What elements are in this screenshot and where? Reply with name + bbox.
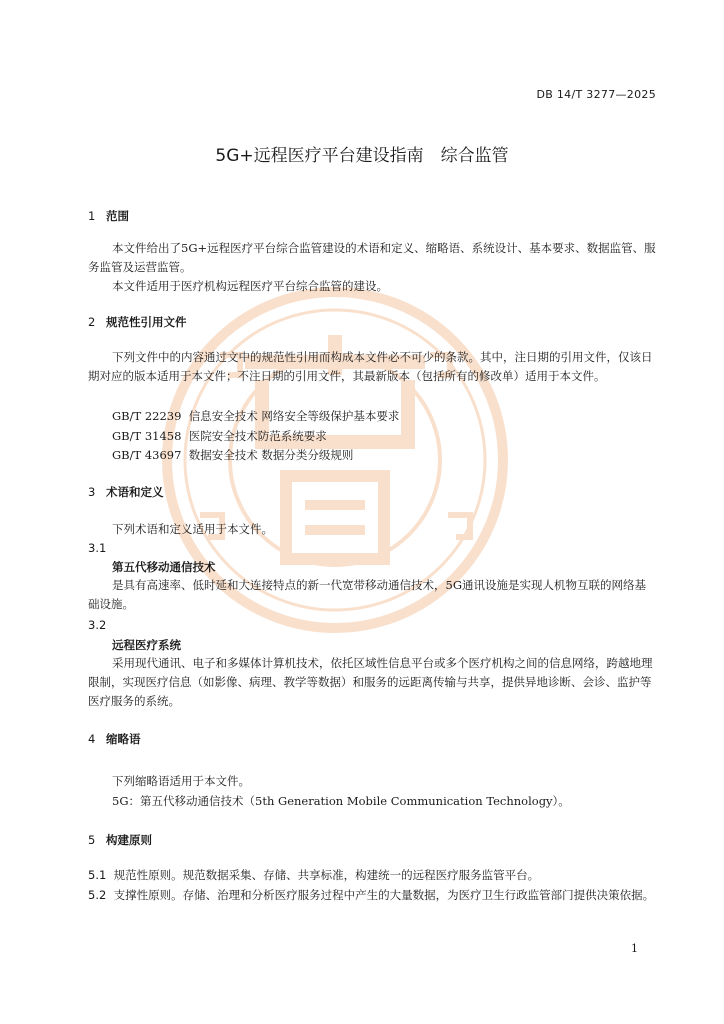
- section-number: 3: [88, 485, 96, 499]
- section-title: 范围: [106, 209, 129, 223]
- reference-item: GB/T 43697 数据安全技术 数据分类分级规则: [112, 448, 354, 462]
- section-title: 构建原则: [106, 833, 152, 847]
- section-4-paragraph-2: 5G：第五代移动通信技术（5th Generation Mobile Communication Technology）。: [112, 794, 570, 808]
- section-1-paragraph-1: 本文件给出了5G+远程医疗平台综合监管建设的术语和定义、缩略语、系统设计、基本要求、数据监管、服务监管及运营监管。: [88, 241, 656, 274]
- section-number: 4: [88, 732, 96, 746]
- reference-item: GB/T 31458 医院安全技术防范系统要求: [112, 429, 327, 443]
- reference-item: GB/T 22239 信息安全技术 网络安全等级保护基本要求: [112, 409, 400, 423]
- section-4-paragraph-1: 下列缩略语适用于本文件。: [112, 774, 250, 788]
- section-1-paragraph-2: 本文件适用于医疗机构远程医疗平台综合监管的建设。: [112, 279, 388, 293]
- term-name: 远程医疗系统: [112, 638, 181, 652]
- page-number: 1: [631, 942, 638, 955]
- section-2-heading: [88, 314, 187, 330]
- section-number: 2: [88, 315, 96, 329]
- term-name: 第五代移动通信技术: [112, 560, 216, 574]
- section-number: 1: [88, 209, 96, 223]
- section-1-heading: [88, 208, 129, 224]
- section-title: 缩略语: [106, 732, 141, 746]
- section-5-heading: [88, 832, 152, 848]
- clause-5-2: [88, 886, 656, 905]
- clause-text: 支撑性原则。存储、治理和分析医疗服务过程中产生的大量数据，为医疗卫生行政监管部门提供决策依据。: [113, 888, 655, 902]
- section-3-paragraph-1: 下列术语和定义适用于本文件。: [112, 522, 273, 536]
- term-number: 3.2: [88, 618, 107, 632]
- clause-text: 规范性原则。规范数据采集、存储、共享标准，构建统一的远程医疗服务监管平台。: [113, 868, 540, 882]
- document-title: 5G+远程医疗平台建设指南 综合监管: [215, 146, 509, 166]
- section-title: 规范性引用文件: [106, 315, 187, 329]
- term-definition: 是具有高速率、低时延和大连接特点的新一代宽带移动通信技术，5G通讯设施是实现人机物互联的网络基础设施。: [88, 578, 646, 611]
- document-code: DB 14/T 3277—2025: [536, 88, 656, 101]
- term-definition: 采用现代通讯、电子和多媒体计算机技术，依托区域性信息平台或多个医疗机构之间的信息网络，跨越地理限制，实现医疗信息（如影像、病理、教学等数据）和服务的远距离传输与共享，提供异地诊断、会诊、监护等医疗服务的系统。: [88, 656, 653, 708]
- term-number: 3.1: [88, 541, 107, 555]
- clause-5-1: [88, 866, 656, 885]
- clause-number: 5.2: [88, 888, 107, 902]
- section-title: 术语和定义: [106, 485, 164, 499]
- section-2-paragraph-1: 下列文件中的内容通过文中的规范性引用而构成本文件必不可少的条款。其中，注日期的引用文件，仅该日期对应的版本适用于本文件；不注日期的引用文件，其最新版本（包括所有的修改单）适用于本文件。: [88, 350, 653, 383]
- section-number: 5: [88, 833, 96, 847]
- section-3-heading: [88, 484, 164, 500]
- clause-number: 5.1: [88, 868, 107, 882]
- section-4-heading: [88, 731, 141, 747]
